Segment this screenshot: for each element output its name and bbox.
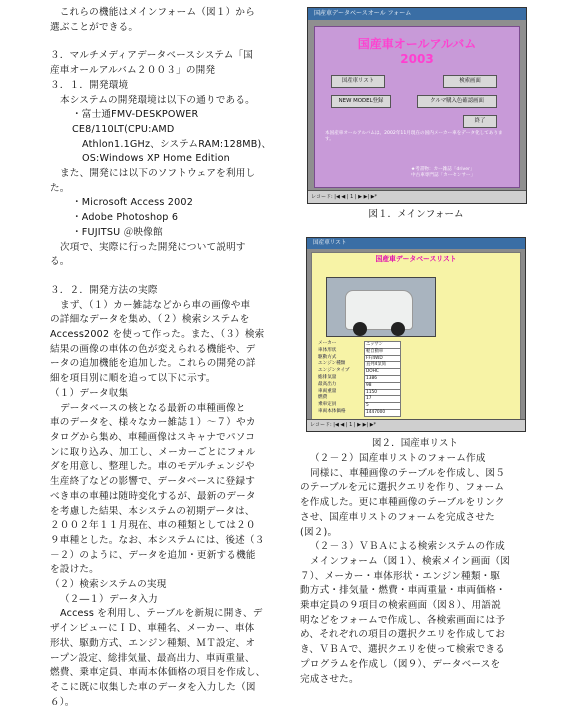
fig1-new-model-button[interactable]: NEW MODEL登録 <box>331 95 391 108</box>
fig2-field-value[interactable]: 1447000 <box>364 409 401 417</box>
left-text-line: 形状、駆動方式、エンジン種類、ＭＴ設定、オ <box>50 637 256 649</box>
fig2-field-label: メーカー <box>318 341 337 346</box>
right-text-line: 同様に、車種画像のテーブルを作成し、図５ <box>310 467 506 479</box>
right-text-line: き、ＶＢＡで、選択クエリを使って検索できる <box>300 644 505 656</box>
left-column <box>50 6 285 710</box>
fig1-credit-line2: 中古車専門誌「カーセンサー」 <box>411 173 476 178</box>
left-text-line: （１）データ収集 <box>50 387 129 399</box>
fig2-panel <box>311 252 521 422</box>
fig1-note: 本国産車オールアルバムは、2002年11月現在の国内メーカー車をデータ化してあります。 <box>325 131 503 142</box>
left-text-line: 車のデータを、様々なカー雑誌１）～７）やカ <box>50 417 256 429</box>
left-text-line: Access2002 を使って作った。また、（３）検索 <box>50 329 265 341</box>
left-text-line <box>50 270 285 284</box>
left-text-line: を設けた。 <box>50 564 99 576</box>
left-text-line: ・富士通FMV-DESKPOWER CE8/110LT(CPU:AMD <box>72 109 202 135</box>
right-text-line: め、それぞれの項目の選択クエリを作成してお <box>300 629 506 641</box>
left-text-line: ９車種とした。なお、本システムには、後述（３ <box>50 534 265 546</box>
fig2-field-value[interactable]: 1386 <box>364 375 401 383</box>
fig2-record-navigator[interactable]: レコード: |◀ ◀ | 1 | ▶ ▶| ▶* <box>307 419 526 431</box>
fig2-field-label: 総排気量 <box>318 375 337 380</box>
right-text-line: 乗車定員の９項目の検索画面（図８）、用語説 <box>300 600 501 612</box>
fig2-car-photo <box>326 277 436 337</box>
left-text-line: また、開発には以下のソフトウェアを利用し <box>60 168 256 180</box>
left-text-line: 次項で、実際に行った開発について説明す <box>60 241 246 253</box>
left-text-line: ３．マルチメディアデータベースシステム「国 <box>50 50 254 62</box>
fig2-field-value[interactable]: 17 <box>364 395 401 403</box>
fig2-field-value[interactable]: 直列4気筒 <box>364 361 401 369</box>
left-text-line: （２）検索システムの実現 <box>50 579 167 591</box>
left-text-line: OS:Windows XP Home Edition <box>82 153 230 165</box>
left-text-line: 選ぶことができる。 <box>50 21 139 33</box>
left-text-line: る。 <box>50 256 70 268</box>
right-column <box>300 452 525 687</box>
fig2-field-label: エンジンタイプ <box>318 368 350 374</box>
left-text-line: これらの機能はメインフォーム（図１）から <box>50 7 255 18</box>
right-text-line: ７）、メーカー・車体形状・エンジン種類・駆 <box>300 570 501 582</box>
left-text-line <box>50 35 285 49</box>
left-text-line: を考慮した結果、本システムの初期データは、 <box>50 505 255 517</box>
left-text-line: 燃費、乗車定員、車両本体価格の項目を作成し、 <box>50 667 266 679</box>
fig2-field-label: 車両重量 <box>318 388 337 394</box>
fig2-field-label: 乗車定員 <box>318 402 337 408</box>
fig1-color-button[interactable]: クルマ購入色確認画面 <box>417 95 497 108</box>
fig1-logo-line2: 2003 <box>400 52 434 66</box>
fig2-field-label: 車両本体価格 <box>318 409 346 414</box>
right-text-line: 動方式・排気量・燃費・車両重量・車両価格・ <box>300 585 506 597</box>
left-text-line: ・Microsoft Access 2002 <box>72 197 194 209</box>
fig2-field-label: 最高出力 <box>318 381 337 387</box>
fig2-field-value[interactable]: 軽自動車 <box>364 348 401 356</box>
fig2-field-value[interactable]: 98 <box>364 382 401 390</box>
fig1-logo-line1: 国産車オールアルバム <box>357 37 477 51</box>
left-text-line: べき車の車種は随時変化するが、最新のデータ <box>50 490 256 502</box>
left-text-line: ンに取り込み、加工し、メーカーごとにフォル <box>50 446 256 458</box>
fig2-field-label: 燃費 <box>318 395 328 401</box>
left-text-line: そこに既に収集した車のデータを入力した（図 <box>50 681 256 693</box>
left-text-line: Access を利用し、テーブルを新規に開き、デ <box>60 608 263 620</box>
left-text-line: 細を項目別に順を追って以下に示す。 <box>50 373 216 385</box>
left-text-line: タログから集め、車種画像はスキャナでパソコ <box>50 431 256 443</box>
fig1-logo <box>325 35 509 66</box>
right-text-line: メインフォーム（図１）、検索メイン画面（図 <box>310 555 511 567</box>
fig2-field-label: 車体形状 <box>318 347 337 353</box>
left-text-line: まず、（１）カー雑誌などから車の画像や車 <box>60 299 251 311</box>
rear-wheel-shape <box>391 322 405 336</box>
fig2-field-label: 駆動方式 <box>318 354 337 360</box>
left-text-line: ータの追加機能を追加した。これらの開発の詳 <box>50 358 256 370</box>
fig2-field-value[interactable]: FF/4WD <box>364 355 401 363</box>
fig2-field-value[interactable]: ニッサン <box>364 341 401 349</box>
left-text-line: Athlon1.1GHz、システムRAM:128MB)、 <box>82 138 272 150</box>
left-text-line: 産車オールアルバム２００３」の開発 <box>50 65 216 77</box>
left-text-line: ・Adobe Photoshop 6 <box>72 212 179 224</box>
left-text-line: ・FUJITSU ＠映像館 <box>72 226 163 238</box>
fig2-caption: 図２．国産車リスト <box>371 438 459 449</box>
left-text-line: 本システムの開発環境は以下の通りである。 <box>60 94 255 106</box>
right-text-line: （２－３）ＶＢＡによる検索システムの作成 <box>310 541 505 553</box>
fig1-record-navigator[interactable]: レコード: |◀ ◀ | 1 | ▶ ▶| ▶* <box>308 190 527 203</box>
left-text-line: データベースの核となる最新の車種画像と <box>60 402 246 414</box>
right-text-line: (図２)。 <box>300 526 338 538</box>
right-text-line: プログラムを作成し（図９）、データベースを <box>300 658 501 670</box>
fig2-header: 国産車データベースリスト <box>375 255 457 263</box>
fig2-field-value[interactable]: 1150 <box>364 389 401 397</box>
left-text-line: ６）。 <box>50 696 75 708</box>
fig1-exit-button[interactable]: 終了 <box>463 115 497 128</box>
fig1-credit <box>411 167 511 179</box>
figure-car-list <box>306 237 526 432</box>
left-text-line: ３．２．開発方法の実際 <box>50 284 158 296</box>
fig2-field-value[interactable]: DOHC <box>364 368 401 376</box>
left-text-line: ープン設定、総排気量、最高出力、車両重量、 <box>50 652 255 664</box>
left-text-line: ダを用意し、整理した。車のモデルチェンジや <box>50 461 255 473</box>
fig1-list-button[interactable]: 国産車リスト <box>331 75 385 88</box>
right-text-line: のテーブルを元に選択クエリを作り、フォーム <box>300 482 505 494</box>
fig2-field-label: エンジン種類 <box>318 361 346 367</box>
left-text-line: の詳細なデータを集め、（２）検索システムを <box>50 314 250 326</box>
left-text-line: 結果の画像の車体の色が変えられる機能や、デ <box>50 343 256 355</box>
fig1-panel <box>314 26 520 188</box>
figure-main-form <box>307 7 527 204</box>
left-text-line: た。 <box>50 182 70 194</box>
right-text-line: 完成させた。 <box>300 673 359 685</box>
fig1-search-button[interactable]: 検索画面 <box>443 75 497 88</box>
left-text-line: （２―１）データ入力 <box>60 593 158 605</box>
left-text-line: ２００２年１１月現在、車の種類としては２０ <box>50 520 256 532</box>
right-text-line: （２－２）国産車リストのフォーム作成 <box>310 453 486 464</box>
fig2-field-value[interactable]: 5 <box>364 402 401 410</box>
fig1-credit-line1: ★考書物：カー雑誌「driver」 <box>411 167 475 172</box>
front-wheel-shape <box>353 322 367 336</box>
right-text-line: 明などをフォームで作成し、各検索画面には予 <box>300 614 506 626</box>
left-text-line: ３．１．開発環境 <box>50 79 129 91</box>
right-text-line: させ、国産車リストのフォームを完成させた <box>300 511 495 523</box>
fig2-window-title: 国産車リスト <box>307 238 525 249</box>
fig1-caption: 図１．メインフォーム <box>368 209 464 220</box>
fig1-window-title: 国産車データベースオール フォーム <box>308 8 526 20</box>
right-text-line: を作成した。更に車種画像のテーブルをリンク <box>300 497 505 509</box>
left-text-line: －２）のように、データを追加・更新する機能 <box>50 549 256 561</box>
left-text-line: 生産終了などの影響で、データベースに登録す <box>50 476 255 488</box>
left-text-line: ザインビューにＩＤ、車種名、メーカー、車体 <box>50 623 255 635</box>
